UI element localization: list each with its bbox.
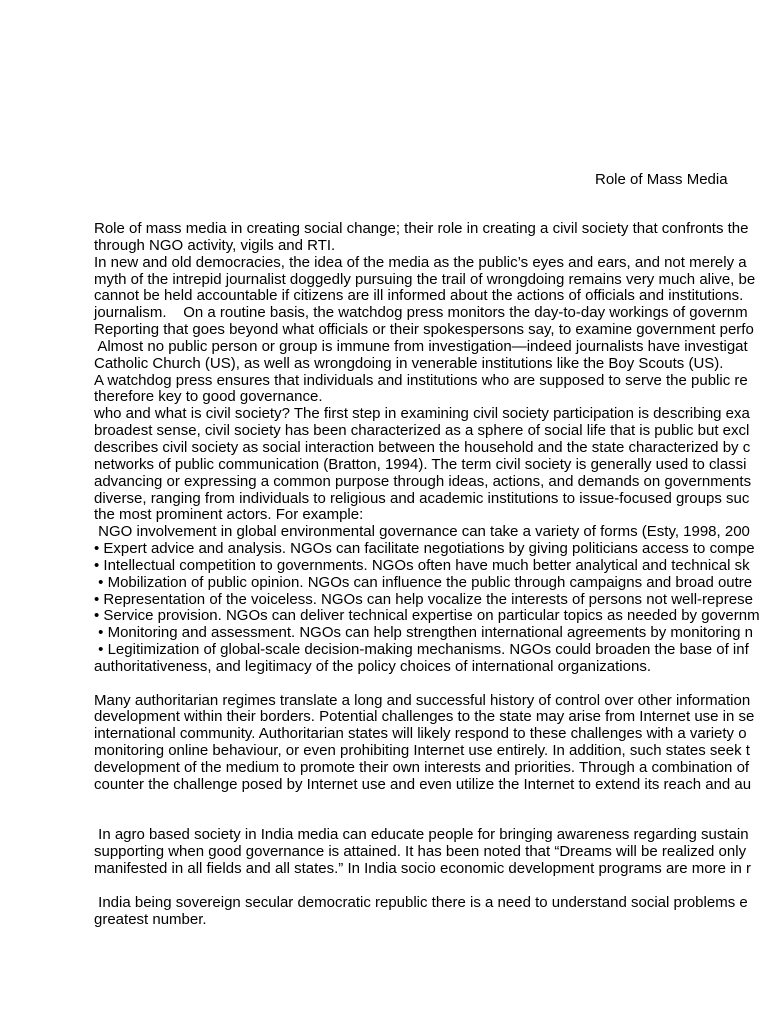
list-line: • Legitimization of global-scale decision-making mechanisms. NGOs could broaden the base of inf [94, 641, 749, 659]
text-line: Reporting that goes beyond what officials or their spokespersons say, to examine government perfo [94, 321, 754, 339]
text-line: advancing or expressing a common purpose through ideas, actions, and demands on governments [94, 472, 752, 490]
text-line: describes civil society as social interaction between the household and the state characterized by c [94, 438, 751, 456]
list-line: • Representation of the voiceless. NGOs can help vocalize the interests of persons not well-represe [94, 590, 753, 608]
text-line: international community. Authoritarian states will likely respond to these challenges with a variety o [94, 725, 747, 743]
paragraph-gap [94, 794, 768, 828]
document-body [94, 221, 768, 928]
list-line: • Intellectual competition to governments. NGOs often have much better analytical and technical sk [94, 556, 750, 574]
text-line: broadest sense, civil society has been characterized as a sphere of social life that is public but excl [94, 422, 750, 440]
text-line: diverse, ranging from individuals to religious and academic institutions to issue-focused groups suc [94, 489, 750, 507]
text-line: authoritativeness, and legitimacy of the policy choices of international organizations. [94, 657, 651, 675]
text-line: development of the medium to promote their own interests and priorities. Through a combination of [94, 759, 750, 776]
text-line: monitoring online behaviour, or even prohibiting Internet use entirely. In addition, such states seek t [94, 742, 750, 760]
text-line: In new and old democracies, the idea of the media as the public’s eyes and ears, and not merely a [94, 253, 747, 271]
text-line: Almost no public person or group is immune from investigation—indeed journalists have investigat [94, 337, 748, 355]
document-title: Role of Mass Media [595, 171, 728, 188]
text-line: counter the challenge posed by Internet use and even utilize the Internet to extend its reach and au [94, 775, 752, 793]
list-line: • Service provision. NGOs can deliver technical expertise on particular topics as needed by governm [94, 607, 760, 625]
text-line: cannot be held accountable if citizens are ill informed about the actions of officials and institutions. [94, 287, 744, 305]
list-line: NGO involvement in global environmental governance can take a variety of forms (Esty, 1998, 200 [94, 523, 750, 541]
text-line: journalism. On a routine basis, the watchdog press monitors the day-to-day workings of governm [94, 304, 748, 322]
list-line: • Mobilization of public opinion. NGOs can influence the public through campaigns and broad outre [94, 573, 753, 591]
paragraph-gap [94, 878, 768, 895]
text-line: supporting when good governance is attained. It has been noted that “Dreams will be realized only [94, 843, 747, 861]
text-line: therefore key to good governance. [94, 388, 323, 406]
text-line: networks of public communication (Bratton, 1994). The term civil society is generally used to classi [94, 455, 747, 473]
list-line: • Monitoring and assessment. NGOs can help strengthen international agreements by monitoring n [94, 624, 753, 642]
text-line: In agro based society in India media can educate people for bringing awareness regarding sustain [94, 826, 749, 844]
text-line: greatest number. [94, 910, 207, 928]
paragraph-gap [94, 676, 768, 693]
text-line: Many authoritarian regimes translate a long and successful history of control over other information [94, 691, 751, 709]
text-line: Catholic Church (US), as well as wrongdoing in venerable institutions like the Boy Scouts (US). [94, 354, 724, 372]
text-line: A watchdog press ensures that individuals and institutions who are supposed to serve the public re [94, 371, 748, 389]
text-line: development within their borders. Potential challenges to the state may arise from Internet use in se [94, 708, 755, 726]
list-line: • Expert advice and analysis. NGOs can facilitate negotiations by giving politicians access to compe [94, 540, 755, 558]
text-line: manifested in all fields and all states.” In India socio economic development programs are more in r [94, 860, 751, 878]
text-line: India being sovereign secular democratic republic there is a need to understand social problems e [94, 893, 748, 911]
text-line: through NGO activity, vigils and RTI. [94, 236, 336, 254]
text-line: myth of the intrepid journalist doggedly pursuing the trail of wrongdoing remains very much alive, be [94, 270, 756, 288]
text-line: Role of mass media in creating social change; their role in creating a civil society that confronts the [94, 220, 749, 237]
text-line: the most prominent actors. For example: [94, 506, 364, 524]
text-line: who and what is civil society? The first step in examining civil society participation is describing exa [94, 405, 750, 423]
